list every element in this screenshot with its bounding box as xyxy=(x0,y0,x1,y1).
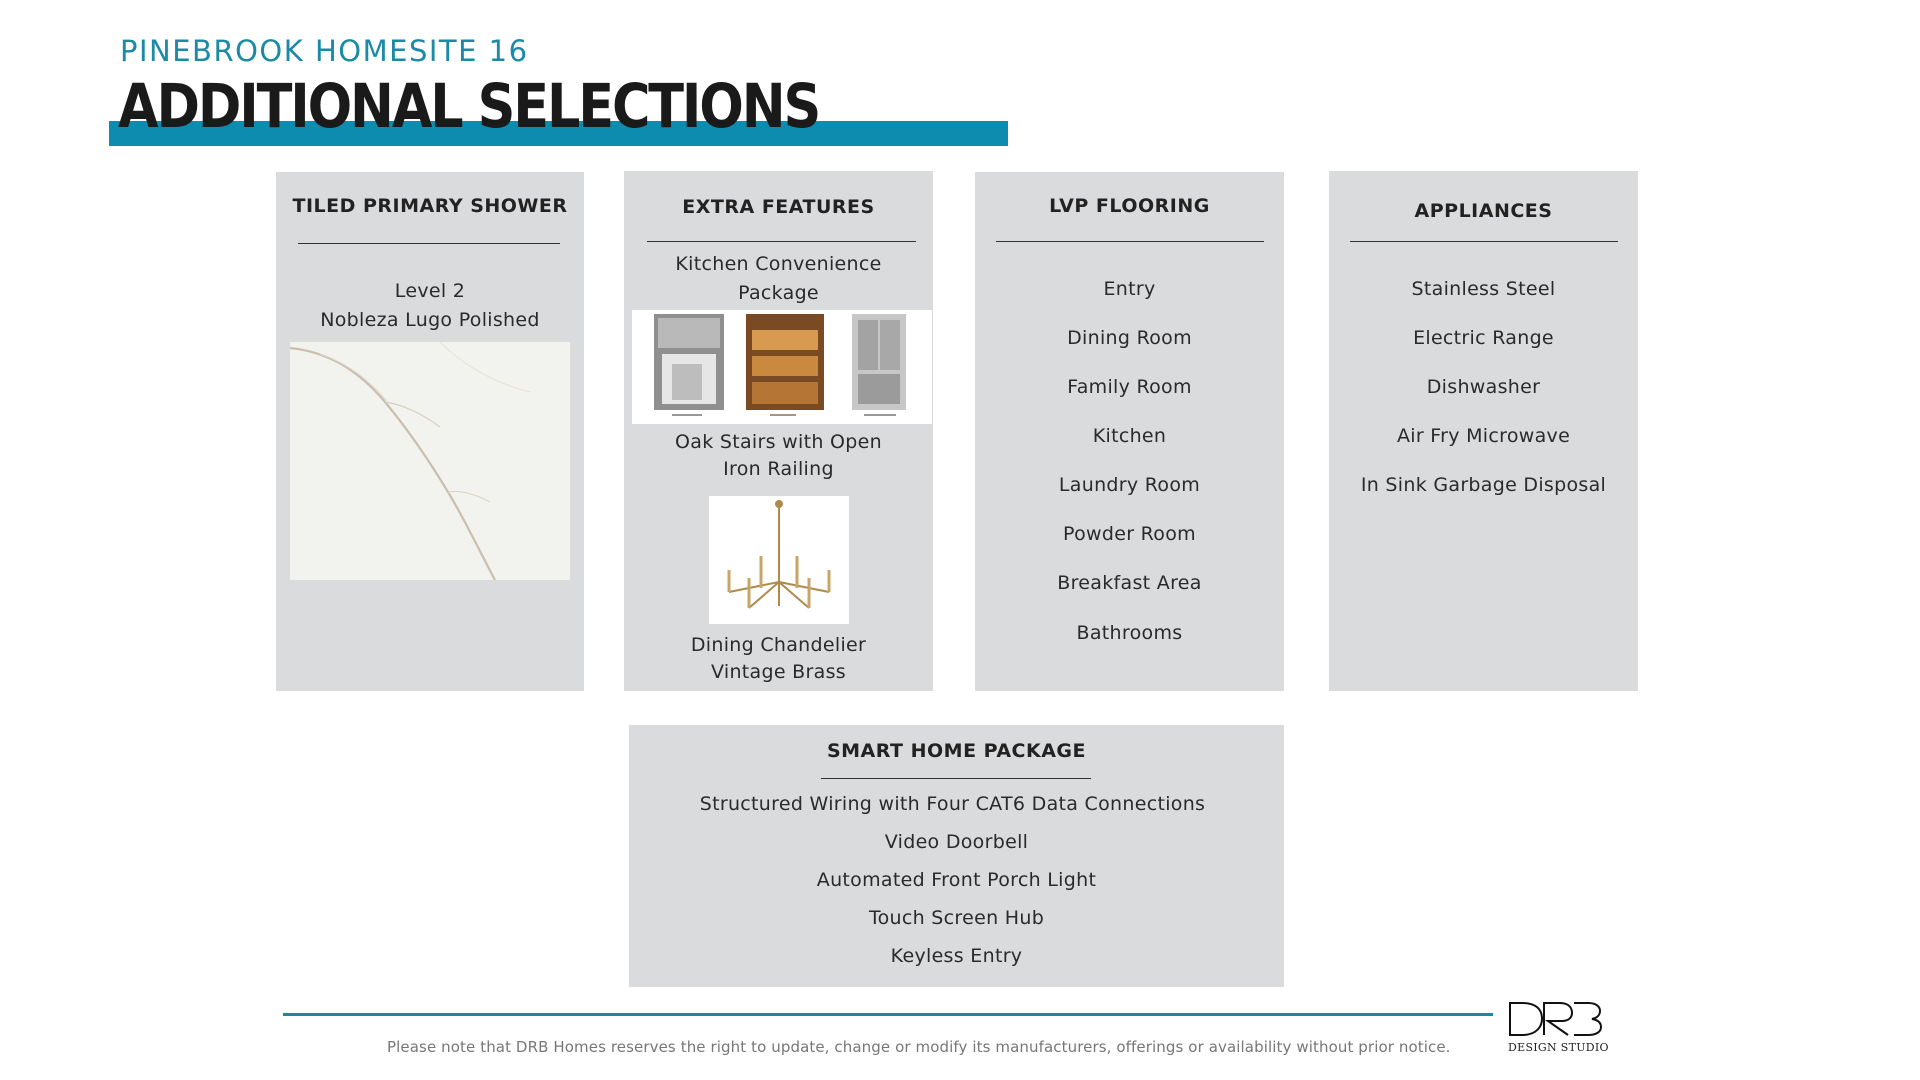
smart-item: Structured Wiring with Four CAT6 Data Connections xyxy=(699,793,1206,815)
appliance-item: Electric Range xyxy=(1413,327,1554,349)
page-subtitle: PINEBROOK HOMESITE 16 xyxy=(120,34,529,68)
page-title: ADDITIONAL SELECTIONS xyxy=(118,71,820,142)
flooring-item: Bathrooms xyxy=(1076,622,1183,644)
appliances-card-divider xyxy=(1350,241,1618,242)
oak-stairs-line1: Oak Stairs with Open xyxy=(675,431,882,453)
smart-item: Video Doorbell xyxy=(884,831,1029,853)
appliance-item: In Sink Garbage Disposal xyxy=(1360,474,1607,496)
flooring-item: Powder Room xyxy=(1063,523,1196,545)
appliance-item: Stainless Steel xyxy=(1411,278,1556,300)
shower-level: Level 2 xyxy=(394,280,466,302)
flooring-item: Entry xyxy=(1103,278,1156,300)
flooring-card-title: LVP FLOORING xyxy=(1049,195,1210,217)
drb-logo xyxy=(1508,1001,1603,1037)
marble-tile-image xyxy=(290,342,570,580)
smart-card-title: SMART HOME PACKAGE xyxy=(826,740,1087,762)
shower-card-divider xyxy=(298,243,560,244)
oak-stairs-line2: Iron Railing xyxy=(723,458,834,480)
footer-disclaimer: Please note that DRB Homes reserves the right to update, change or modify its manufacturers, offerings or availability without prior notice. xyxy=(387,1038,1451,1056)
appliance-item: Air Fry Microwave xyxy=(1396,425,1571,447)
footer-rule xyxy=(283,1013,1493,1016)
smart-item: Touch Screen Hub xyxy=(868,907,1045,929)
smart-item: Automated Front Porch Light xyxy=(816,869,1097,891)
flooring-item: Laundry Room xyxy=(1058,474,1201,496)
chandelier-line2: Vintage Brass xyxy=(711,661,846,683)
shower-finish: Nobleza Lugo Polished xyxy=(320,309,540,331)
kitchen-package-line1: Kitchen Convenience xyxy=(675,253,882,275)
extra-features-card xyxy=(624,171,933,691)
shower-card-title: TILED PRIMARY SHOWER xyxy=(292,195,568,217)
extra-card-divider xyxy=(647,241,916,242)
appliances-card-title: APPLIANCES xyxy=(1414,200,1553,222)
kitchen-package-line2: Package xyxy=(738,282,819,304)
flooring-item: Breakfast Area xyxy=(1057,572,1202,594)
flooring-item: Dining Room xyxy=(1067,327,1192,349)
appliances-card xyxy=(1329,171,1638,691)
chandelier-image xyxy=(709,496,849,624)
chandelier-line1: Dining Chandelier xyxy=(690,634,867,656)
smart-home-card xyxy=(629,725,1284,987)
smart-card-divider xyxy=(821,778,1091,779)
shower-card xyxy=(276,172,584,691)
flooring-item: Kitchen xyxy=(1092,425,1167,447)
flooring-card-divider xyxy=(996,241,1264,242)
smart-item: Keyless Entry xyxy=(890,945,1023,967)
flooring-item: Family Room xyxy=(1067,376,1192,398)
drb-logo-subtitle: DESIGN STUDIO xyxy=(1508,1041,1609,1054)
lvp-flooring-card xyxy=(975,172,1284,691)
appliance-item: Dishwasher xyxy=(1426,376,1541,398)
extra-card-title: EXTRA FEATURES xyxy=(682,196,875,218)
kitchen-package-images xyxy=(632,310,932,424)
